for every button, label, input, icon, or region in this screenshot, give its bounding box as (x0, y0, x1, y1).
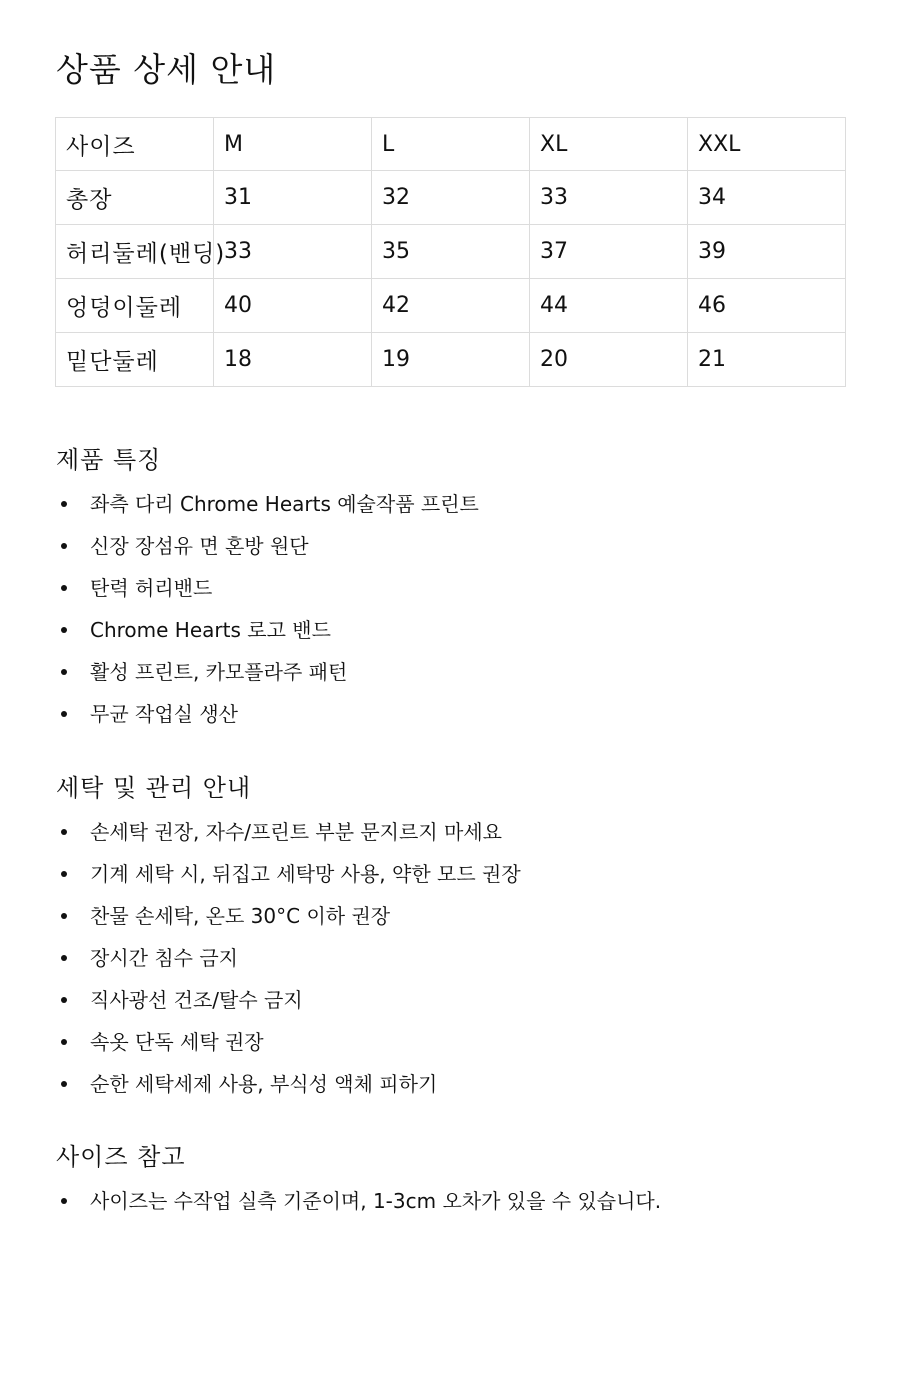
list-item-text: 속옷 단독 세탁 권장 (90, 1030, 264, 1054)
table-row (56, 171, 846, 225)
list-item-text: 찬물 손세탁, 온도 30°C 이하 권장 (90, 904, 391, 928)
table-cell: 37 (530, 225, 688, 279)
table-cell: 46 (688, 279, 846, 333)
bullet-icon (61, 1081, 67, 1087)
bullet-icon (61, 711, 67, 717)
bullet-icon (61, 997, 67, 1003)
table-cell: 32 (372, 171, 530, 225)
list-item-text: Chrome Hearts 로고 밴드 (90, 618, 331, 642)
table-header-cell: XL (530, 118, 688, 171)
care-heading: 세탁 및 관리 안내 (56, 774, 252, 802)
table-cell: 21 (688, 333, 846, 387)
table-cell: 44 (530, 279, 688, 333)
list-item (56, 1021, 856, 1063)
list-item-text: 좌측 다리 Chrome Hearts 예술작품 프린트 (90, 492, 479, 516)
list-item-text: 활성 프린트, 카모플라주 패턴 (90, 660, 348, 684)
size-note-section (56, 1137, 856, 1222)
list-item (56, 853, 856, 895)
list-item-text: 장시간 침수 금지 (90, 946, 238, 970)
features-heading: 제품 특징 (56, 446, 162, 474)
bullet-icon (61, 543, 67, 549)
list-item (56, 1180, 856, 1222)
bullet-icon (61, 501, 67, 507)
list-item (56, 567, 856, 609)
table-cell: 42 (372, 279, 530, 333)
table-cell: 20 (530, 333, 688, 387)
bullet-icon (61, 669, 67, 675)
list-item-text: 직사광선 건조/탈수 금지 (90, 988, 303, 1012)
list-item (56, 483, 856, 525)
table-cell: 40 (214, 279, 372, 333)
list-item (56, 895, 856, 937)
page-title: 상품 상세 안내 (56, 50, 277, 89)
bullet-icon (61, 1039, 67, 1045)
table-header-cell: 사이즈 (56, 118, 214, 171)
bullet-icon (61, 829, 67, 835)
list-item (56, 651, 856, 693)
size-note-list (56, 1180, 856, 1222)
list-item (56, 811, 856, 853)
table-row (56, 279, 846, 333)
table-cell: 35 (372, 225, 530, 279)
table-cell: 33 (214, 225, 372, 279)
list-item (56, 937, 856, 979)
list-item-text: 손세탁 권장, 자수/프린트 부분 문지르지 마세요 (90, 820, 502, 844)
table-cell: 33 (530, 171, 688, 225)
bullet-icon (61, 955, 67, 961)
bullet-icon (61, 1198, 67, 1204)
bullet-icon (61, 585, 67, 591)
list-item (56, 979, 856, 1021)
bullet-icon (61, 871, 67, 877)
table-cell: 18 (214, 333, 372, 387)
list-item-text: 신장 장섬유 면 혼방 원단 (90, 534, 309, 558)
features-list (56, 483, 856, 735)
care-list (56, 811, 856, 1105)
list-item-text: 탄력 허리밴드 (90, 576, 213, 600)
table-row-label: 엉덩이둘레 (56, 279, 214, 333)
list-item (56, 525, 856, 567)
table-row-label: 밑단둘레 (56, 333, 214, 387)
size-table (55, 117, 846, 387)
table-header-cell: M (214, 118, 372, 171)
table-cell: 31 (214, 171, 372, 225)
size-note-heading: 사이즈 참고 (56, 1143, 186, 1171)
list-item-text: 순한 세탁세제 사용, 부식성 액체 피하기 (90, 1072, 438, 1096)
list-item (56, 693, 856, 735)
list-item (56, 1063, 856, 1105)
features-section (56, 440, 856, 735)
table-cell: 34 (688, 171, 846, 225)
bullet-icon (61, 627, 67, 633)
table-header-cell: L (372, 118, 530, 171)
bullet-icon (61, 913, 67, 919)
care-section (56, 768, 856, 1105)
table-header-cell: XXL (688, 118, 846, 171)
list-item-text: 기계 세탁 시, 뒤집고 세탁망 사용, 약한 모드 권장 (90, 862, 521, 886)
table-row (56, 225, 846, 279)
table-cell: 39 (688, 225, 846, 279)
list-item-text: 무균 작업실 생산 (90, 702, 238, 726)
table-row-label: 총장 (56, 171, 214, 225)
list-item-text: 사이즈는 수작업 실측 기준이며, 1-3cm 오차가 있을 수 있습니다. (90, 1189, 662, 1213)
table-row (56, 333, 846, 387)
list-item (56, 609, 856, 651)
table-row-label: 허리둘레(밴딩) (56, 225, 214, 279)
table-header-row (56, 118, 846, 171)
table-cell: 19 (372, 333, 530, 387)
